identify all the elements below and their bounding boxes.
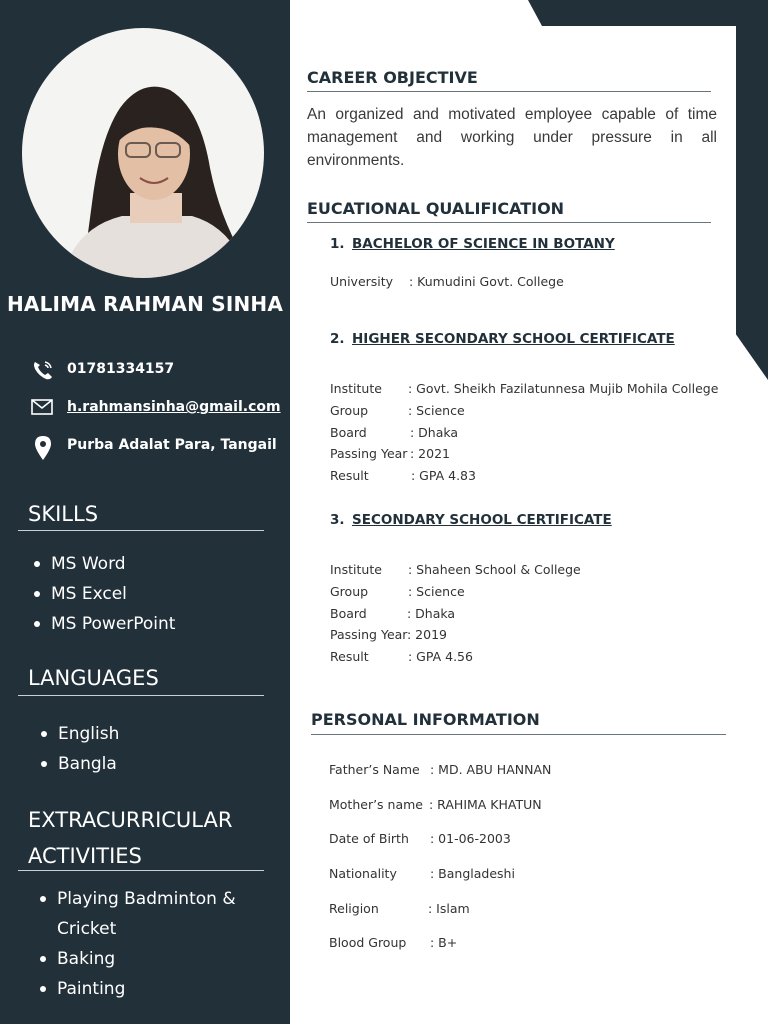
decorative-right-band	[736, 0, 768, 380]
field-label: Date of Birth	[329, 831, 409, 846]
address: Purba Adalat Para, Tangail	[67, 437, 277, 453]
list-item: MS PowerPoint	[30, 609, 175, 639]
full-name: HALIMA RAHMAN SINHA	[6, 292, 284, 316]
career-objective-divider	[307, 91, 711, 92]
degree-2	[330, 331, 675, 347]
field-value: : GPA 4.56	[408, 649, 473, 664]
field-label: Board	[330, 425, 367, 440]
degree-number: 2.	[330, 331, 345, 347]
list-item: Bangla	[37, 749, 119, 779]
field-label: Blood Group	[329, 935, 407, 950]
field-label: Passing Year	[330, 446, 408, 461]
degree-title: SECONDARY SCHOOL CERTIFICATE	[352, 512, 612, 528]
list-item: English	[37, 719, 119, 749]
field-value: : 01-06-2003	[430, 831, 511, 846]
field-label: Institute	[330, 381, 382, 396]
field-value: : 2019	[407, 627, 447, 642]
languages-divider	[18, 695, 264, 696]
list-item: Painting	[36, 974, 236, 1004]
degree-1	[330, 236, 615, 252]
extracurricular-heading-line1: EXTRACURRICULAR	[28, 808, 233, 832]
field-value: : Islam	[428, 901, 470, 916]
education-divider	[307, 222, 711, 223]
skills-list	[30, 549, 175, 639]
degree-title: BACHELOR OF SCIENCE IN BOTANY	[352, 236, 615, 252]
field-label: Group	[330, 403, 369, 418]
field-label: Institute	[330, 562, 382, 577]
languages-list	[37, 719, 119, 779]
languages-heading: LANGUAGES	[28, 666, 159, 690]
career-objective-text: An organized and motivated employee capable of time management and working under pressure in all environments.	[307, 106, 717, 169]
extracurricular-heading	[28, 802, 264, 874]
decorative-top-band	[528, 0, 768, 26]
field-value: : MD. ABU HANNAN	[430, 762, 552, 777]
email-link[interactable]: h.rahmansinha@gmail.com	[67, 399, 281, 415]
sidebar	[0, 0, 290, 1024]
field-value: : RAHIMA KHATUN	[429, 797, 542, 812]
field-value: : Govt. Sheikh Fazilatunnesa Mujib Mohila College	[408, 381, 719, 396]
field-value: : Dhaka	[410, 425, 459, 440]
degree-number: 3.	[330, 512, 345, 528]
skills-divider	[18, 530, 264, 531]
field-label: Mother’s name	[329, 797, 423, 812]
degree-number: 1.	[330, 236, 345, 252]
personal-info-divider	[311, 734, 726, 735]
field-label: Group	[330, 584, 369, 599]
field-value: : 2021	[410, 446, 450, 461]
list-item: Playing Badminton &	[36, 884, 236, 914]
list-item-text: Cricket	[57, 919, 117, 939]
list-item: MS Excel	[30, 579, 175, 609]
profile-photo	[22, 28, 264, 278]
field-value: : Shaheen School & College	[408, 562, 581, 577]
career-objective-heading: CAREER OBJECTIVE	[307, 68, 478, 87]
list-item-continuation	[36, 914, 236, 944]
extracurricular-list	[36, 884, 236, 1004]
phone-number: 01781334157	[67, 361, 175, 377]
education-heading: EUCATIONAL QUALIFICATION	[307, 199, 565, 218]
degree-3	[330, 512, 612, 528]
extracurricular-heading-line2: ACTIVITIES	[28, 844, 142, 868]
envelope-icon	[30, 397, 56, 419]
field-label: University	[330, 274, 394, 289]
field-label: Passing Year	[330, 627, 408, 642]
degree-title: HIGHER SECONDARY SCHOOL CERTIFICATE	[352, 331, 675, 347]
location-pin-icon	[30, 435, 56, 457]
extracurricular-divider	[18, 870, 264, 871]
field-value: : GPA 4.83	[411, 468, 476, 483]
list-item: Baking	[36, 944, 236, 974]
field-value: : Science	[408, 584, 465, 599]
field-label: Result	[330, 649, 369, 664]
field-label: Result	[330, 468, 369, 483]
field-value: : B+	[430, 935, 458, 950]
list-item: MS Word	[30, 549, 175, 579]
field-label: Religion	[329, 901, 379, 916]
field-value: : Bangladeshi	[430, 866, 515, 881]
field-label: Board	[330, 606, 367, 621]
skills-heading: SKILLS	[28, 502, 99, 526]
field-value: : Dhaka	[407, 606, 456, 621]
field-value: : Science	[408, 403, 465, 418]
personal-info-heading: PERSONAL INFORMATION	[311, 710, 540, 729]
phone-icon	[30, 359, 56, 381]
field-label: Father’s Name	[329, 762, 420, 777]
field-label: Nationality	[329, 866, 397, 881]
field-value: : Kumudini Govt. College	[409, 274, 564, 289]
